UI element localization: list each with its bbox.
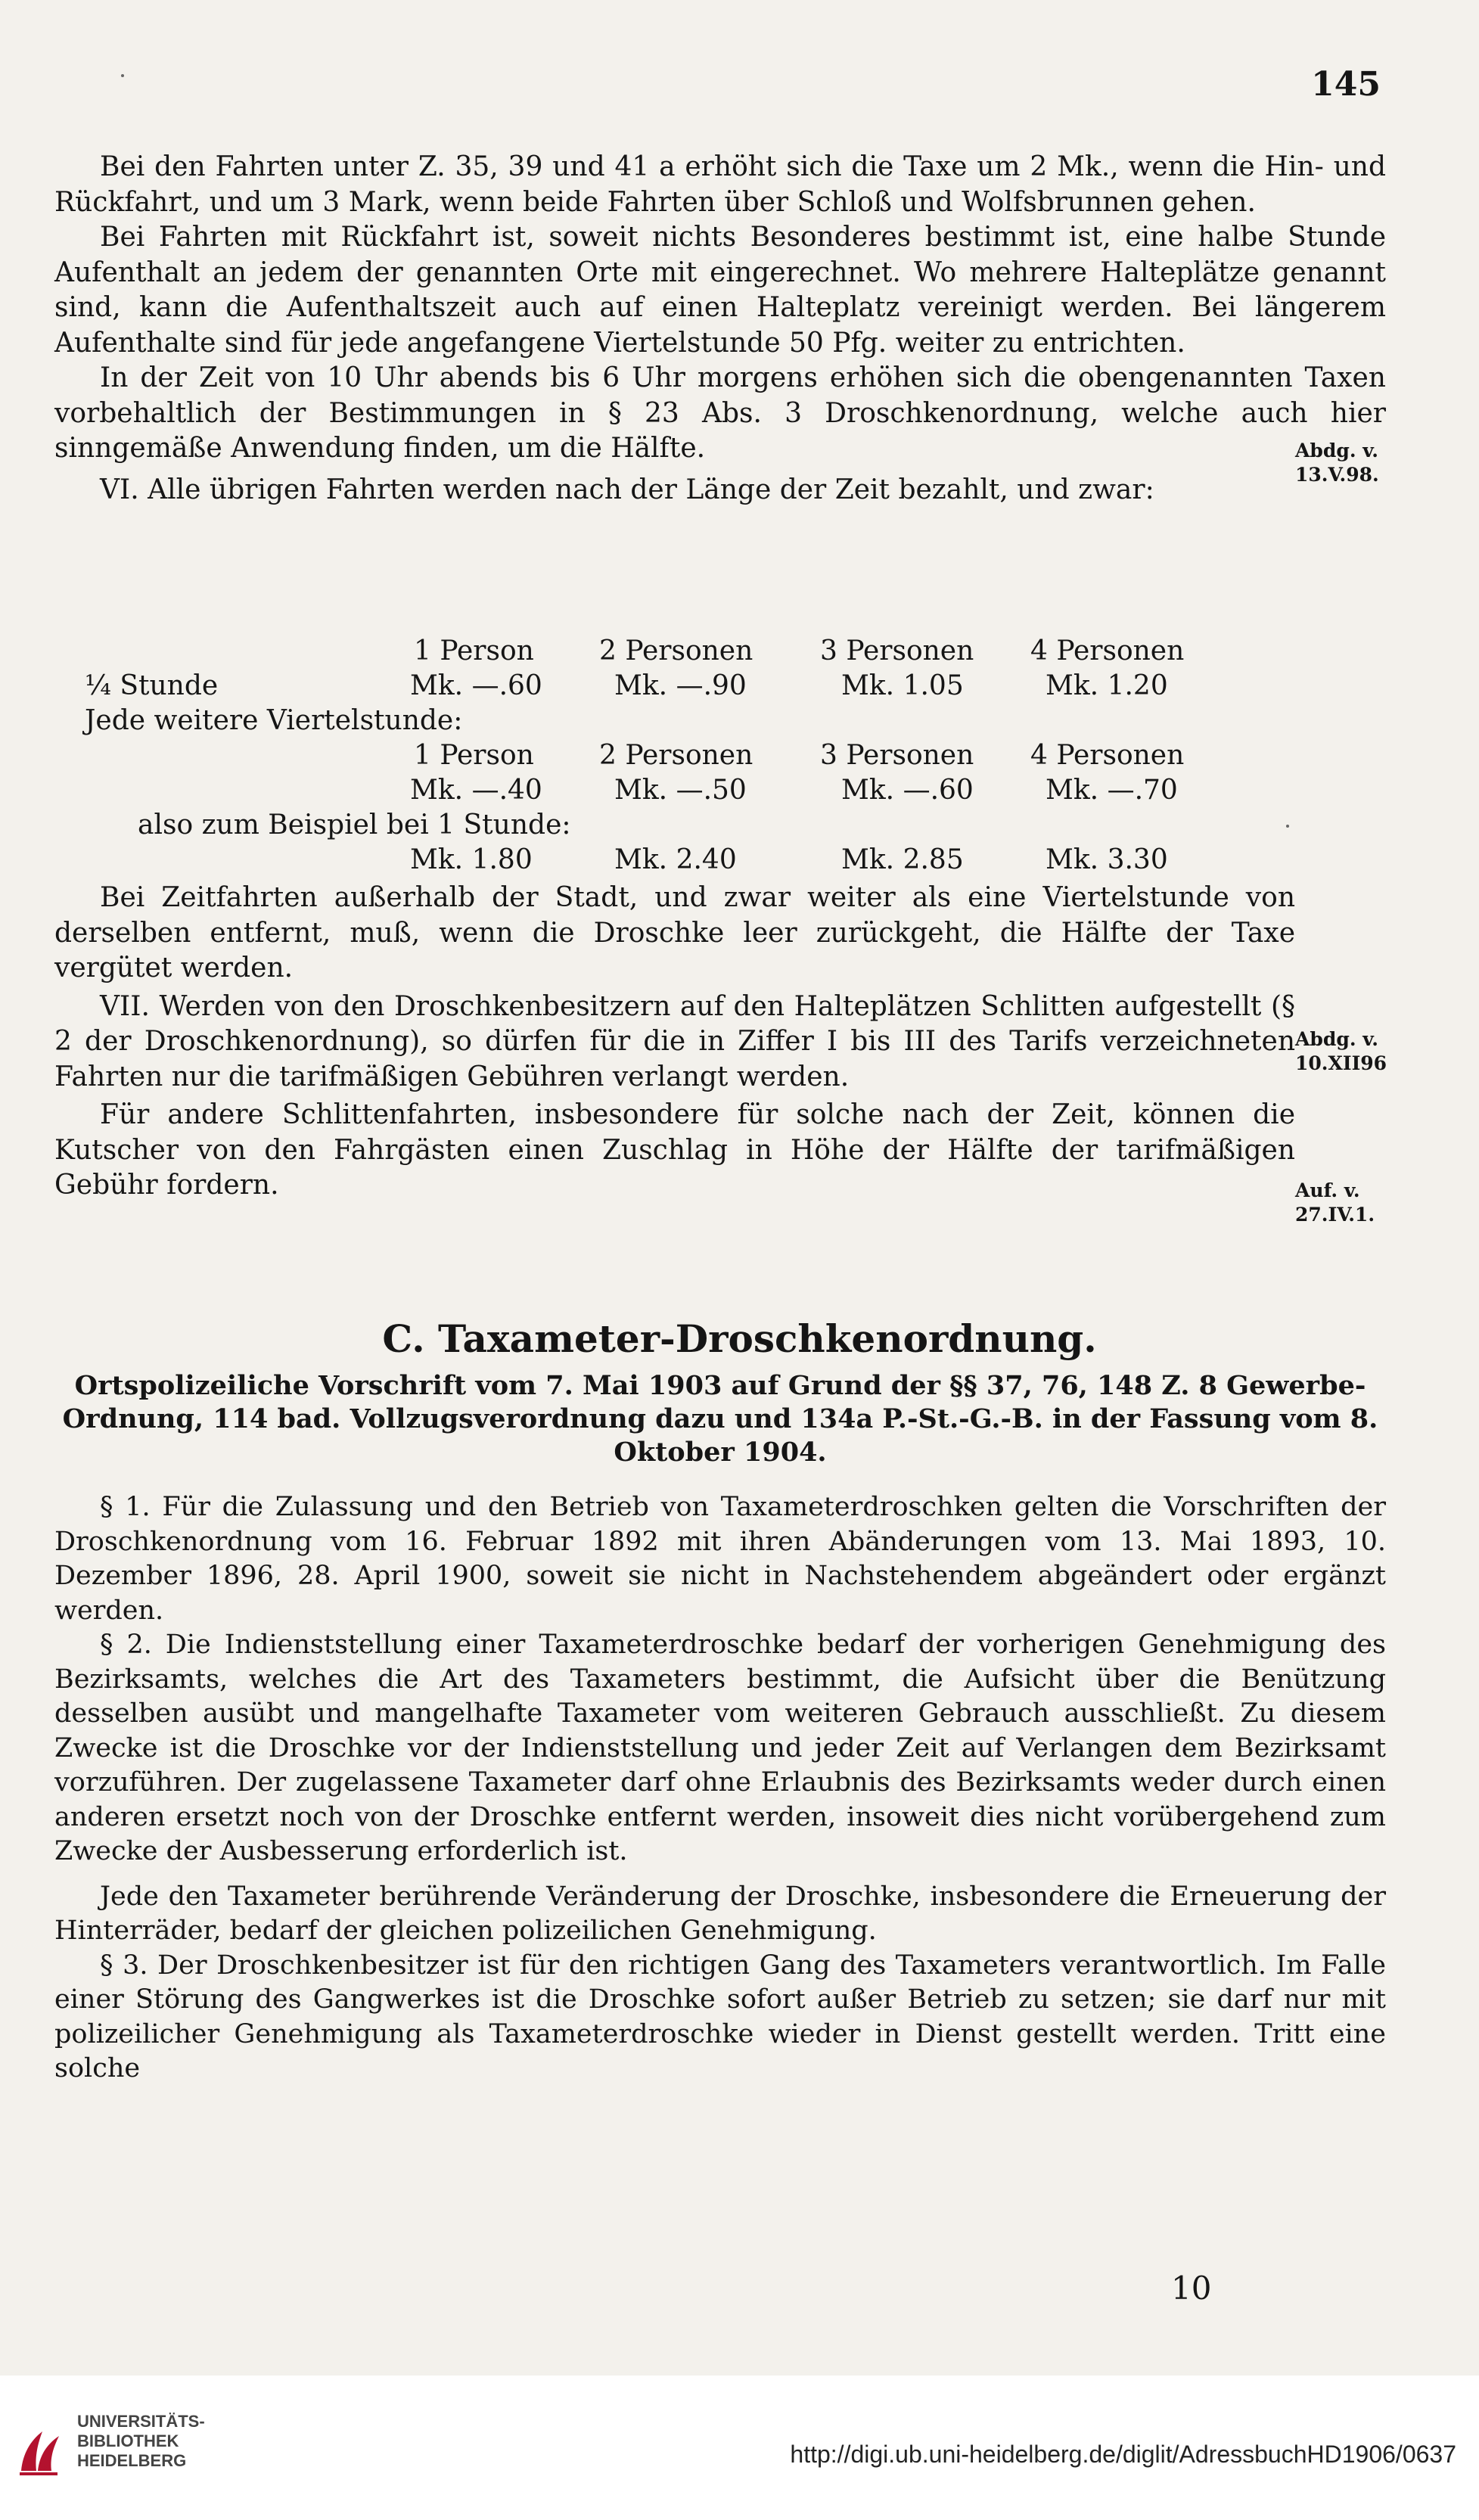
section-2: § 2. Die Indienststellung einer Taxameterdroschke bedarf der vorherigen Genehmigung des Bezirksamts, welches die Art des Taxameters bestimmt, die Aufsicht über die Benützung desselben ausübt und mangelhafte Taxameter vom weiteren Gebrauch ausschließt. Zu diesem Zwecke ist die Droschke vor der Indienststellung und jeder Zeit auf Verlangen dem Bezirksamt vorzuführen. Der zugelassene Taxameter darf ohne Erlaubnis des Bezirksamts weder durch einen anderen ersetzt noch von der Droschke entfernt werden, insoweit dies nicht vorübergehend zum Zwecke der Ausbesserung erforderlich ist. xyxy=(54,1630,1386,1866)
paragraph-outside-city: Bei Zeitfahrten außerhalb der Stadt, und zwar weiter als eine Viertelstunde von derselben entfernt, muß, wenn die Droschke leer zurückgeht, die Hälfte der Taxe vergütet werden. xyxy=(54,882,1295,983)
paragraph-sleighs: VII. Werden von den Droschkenbesitzern auf den Halteplätzen Schlitten aufgestellt (§ 2 der Droschkenordnung), so dürfen für die in Ziffer I bis III des Tarifs verzeichneten Fahrten nur die tarifmäßigen Gebühren verlangt werden. xyxy=(54,990,1295,1092)
col-head-1: 1 Person xyxy=(414,635,534,667)
fare-cell: Mk. —.60 xyxy=(410,670,542,701)
section-1: § 1. Für die Zulassung und den Betrieb von Taxameterdroschken gelten die Vorschriften der Droschkenordnung vom 16. Februar 1892 mit ihren Abänderungen vom 13. Mai 1893, 10. Dezember 1896, 28. April 1900, soweit sie nicht in Nachstehendem abgeändert oder ergänzt werden. xyxy=(54,1492,1386,1626)
section-heading: C. Taxameter-Droschkenordnung. xyxy=(382,1316,1097,1361)
paragraph-night-rates: In der Zeit von 10 Uhr abends bis 6 Uhr morgens erhöhen sich die obengenannten Taxen vorbehaltlich der Bestimmungen in § 23 Abs. 3 Droschkenordnung, welche auch hier sinngemäße Anwendung finden, um die Hälfte. xyxy=(54,362,1386,464)
fare-cell: Mk. 1.05 xyxy=(841,670,964,701)
row-label-each-further: Jede weitere Viertelstunde: xyxy=(85,705,463,736)
col-head-2: 2 Personen xyxy=(599,740,753,771)
sleigh-paragraphs xyxy=(54,881,1295,1204)
fare-cell: Mk. 2.40 xyxy=(614,844,737,875)
col-head-3: 3 Personen xyxy=(820,635,974,667)
paragraph-sleigh-surcharge: Für andere Schlittenfahrten, insbesondere für solche nach der Zeit, können die Kutscher von den Fahrgästen einen Zuschlag in Höhe der Hälfte der tarifmäßigen Gebühr fordern. xyxy=(54,1099,1295,1201)
margin-note-1: Abdg. v. 13.V.98. xyxy=(1295,440,1379,486)
margin-note-3: Auf. v. 27.IV.1. xyxy=(1295,1179,1375,1226)
col-head-4: 4 Personen xyxy=(1030,635,1185,667)
col-head-2: 2 Personen xyxy=(599,635,753,667)
paragraph-time-fares: VI. Alle übrigen Fahrten werden nach der Länge der Zeit bezahlt, und zwar: xyxy=(100,474,1154,505)
fare-cell: Mk. 3.30 xyxy=(1046,844,1168,875)
speck xyxy=(1286,825,1289,828)
footer-bar xyxy=(0,2376,1479,2520)
section-subheading: Ortspolizeiliche Vorschrift vom 7. Mai 1903 auf Grund der §§ 37, 76, 148 Z. 8 Gewerbe-Ordnung, 114 bad. Vollzugsverordnung dazu und 134a P.-St.-G.-B. in der Fassung vom 8. Oktober 1904. xyxy=(62,1370,1378,1468)
fare-cell: Mk. —.70 xyxy=(1046,775,1178,806)
fare-cell: Mk. 1.20 xyxy=(1046,670,1168,701)
section-3: § 3. Der Droschkenbesitzer ist für den richtigen Gang des Taxameters verantwortlich. Im Falle einer Störung des Gangwerkes ist die Droschke sofort außer Betrieb zu setzen; sie darf nur mit polizeilicher Genehmigung als Taxameterdroschke wieder in Dienst gestellt werden. Tritt eine solche xyxy=(54,1950,1386,2083)
paragraph-surcharge: Bei den Fahrten unter Z. 35, 39 und 41 a erhöht sich die Taxe um 2 Mk., wenn die Hin- und Rückfahrt, und um 3 Mark, wenn beide Fahrten über Schloß und Wolfsbrunnen gehen. xyxy=(54,151,1386,218)
fare-cell: Mk. —.50 xyxy=(614,775,747,806)
university-library-logo-icon xyxy=(15,2424,70,2478)
col-head-3: 3 Personen xyxy=(820,740,974,771)
page-number: 145 xyxy=(1311,65,1381,104)
fare-cell: Mk. 2.85 xyxy=(841,844,964,875)
col-head-4: 4 Personen xyxy=(1030,740,1185,771)
col-head-1: 1 Person xyxy=(414,740,534,771)
time-fare-table xyxy=(54,634,1341,884)
taxameter-paragraphs xyxy=(54,1490,1386,2087)
source-url-link[interactable]: http://digi.ub.uni-heidelberg.de/diglit/AdressbuchHD1906/0637 xyxy=(790,2441,1456,2468)
signature-mark: 10 xyxy=(1171,2270,1212,2307)
margin-note-2: Abdg. v. 10.XII96 xyxy=(1295,1028,1387,1074)
fare-cell: Mk. —.40 xyxy=(410,775,542,806)
fare-paragraphs xyxy=(54,150,1386,508)
row-label-example: also zum Beispiel bei 1 Stunde: xyxy=(138,809,571,841)
speck xyxy=(121,74,124,77)
row-label-quarter-hour: ¼ Stunde xyxy=(85,670,219,701)
fare-cell: Mk. —.90 xyxy=(614,670,747,701)
paragraph-return-trips: Bei Fahrten mit Rückfahrt ist, soweit nichts Besonderes bestimmt ist, eine halbe Stunde Aufenthalt an jedem der genannten Orte mit eingerechnet. Wo mehrere Halteplätze genannt sind, kann die Aufenthaltszeit auch auf einen Halteplatz vereinigt werden. Bei längerem Aufenthalte sind für jede angefangene Viertelstunde 50 Pfg. weiter zu entrichten. xyxy=(54,222,1386,359)
fare-cell: Mk. —.60 xyxy=(841,775,974,806)
fare-cell: Mk. 1.80 xyxy=(410,844,533,875)
section-2-continued: Jede den Taxameter berührende Veränderung der Droschke, insbesondere die Erneuerung der Hinterräder, bedarf der gleichen polizeilichen Genehmigung. xyxy=(54,1881,1386,1946)
library-name: UNIVERSITÄTS- BIBLIOTHEK HEIDELBERG xyxy=(77,2412,205,2470)
